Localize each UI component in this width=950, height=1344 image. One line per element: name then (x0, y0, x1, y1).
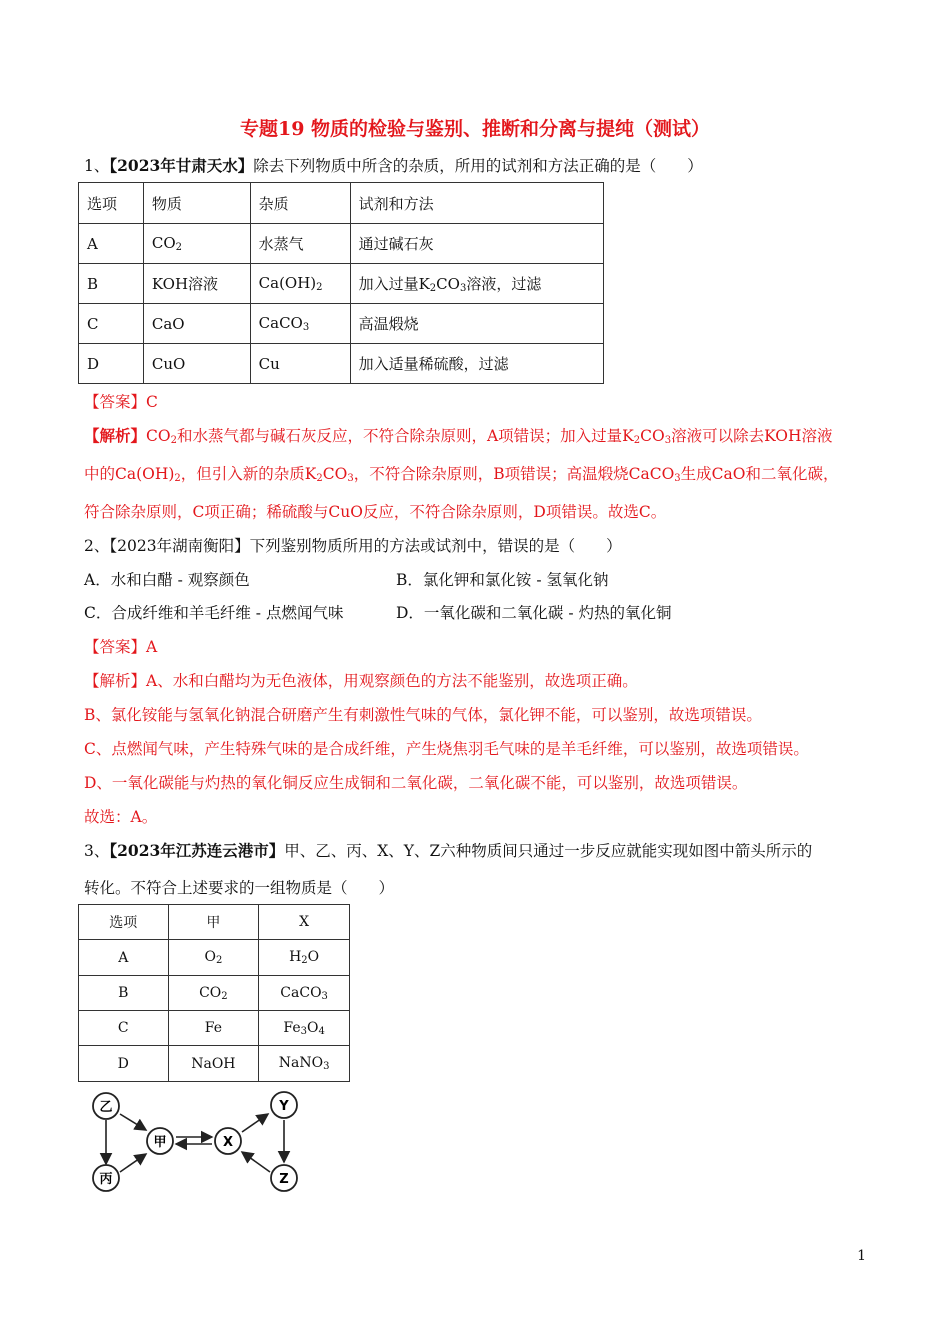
table-cell: 高温煅烧 (350, 304, 603, 344)
table-cell: 加入适量稀硫酸，过滤 (350, 344, 603, 384)
q2-analysis-line-1: 【解析】A、水和白醋均为无色液体，用观察颜色的方法不能鉴别，故选项正确。 (84, 672, 638, 690)
table-cell: $Fe_3O_4$ (259, 1011, 350, 1046)
svg-text:甲: 甲 (153, 1135, 167, 1150)
table-cell: A (79, 224, 144, 264)
page-number: 1 (857, 1248, 866, 1264)
table-header: 物质 (143, 183, 250, 224)
q2-analysis-line-5: 故选：A。 (84, 808, 158, 826)
q2-option-a: A．水和白醋 - 观察颜色 (84, 571, 250, 589)
svg-text:X: X (222, 1135, 234, 1150)
arrow-bing-to-jia (120, 1154, 146, 1172)
table-cell: D (79, 1046, 169, 1082)
table-cell: $O_2$ (168, 940, 259, 976)
arrow-z-to-x (242, 1152, 270, 1172)
table-header-row (79, 183, 604, 224)
table-cell: CaO (143, 304, 250, 344)
table-cell: CaCO$_3$ (259, 976, 350, 1011)
node-yi (93, 1093, 119, 1119)
arrow-x-to-y (242, 1114, 268, 1132)
svg-text:乙: 乙 (99, 1100, 113, 1115)
table-header: 选项 (79, 183, 144, 224)
table-cell: B (79, 264, 144, 304)
question-1-stem (84, 154, 703, 176)
table-row (79, 940, 350, 976)
q1-answer: 【答案】C (84, 393, 158, 411)
reaction-diagram (80, 1084, 320, 1196)
q2-option-d: D．一氧化碳和二氧化碳 - 灼热的氧化铜 (396, 604, 672, 622)
table-cell: B (79, 976, 169, 1011)
table-cell: A (79, 940, 169, 976)
table-header: 甲 (168, 905, 259, 940)
q2-option-c: C．合成纤维和羊毛纤维 - 点燃闻气味 (84, 604, 344, 622)
arrow-yi-to-jia (120, 1114, 146, 1130)
table-cell: C (79, 304, 144, 344)
table-cell: NaNO$_3$ (259, 1046, 350, 1082)
table-header: X (259, 905, 350, 940)
table-row (79, 1011, 350, 1046)
table-cell: 水蒸气 (250, 224, 350, 264)
q1-analysis-line-1: 【解析】$CO_2$和水蒸气都与碱石灰反应，不符合除杂原则，A项错误；加入过量$K_2CO_3$溶液可以除去KOH溶液 (84, 426, 833, 446)
table-row (79, 304, 604, 344)
table-row (79, 344, 604, 384)
table-cell: $CO_2$ (143, 224, 250, 264)
table-row (79, 264, 604, 304)
q2-option-b: B．氯化钾和氯化铵 - 氢氧化钠 (396, 571, 609, 589)
question-text: 除去下列物质中所含的杂质，所用的试剂和方法正确的是（ ） (253, 157, 703, 175)
table-header: 选项 (79, 905, 169, 940)
table-cell: 加入过量$K_2CO_3$溶液，过滤 (350, 264, 603, 304)
node-x (215, 1128, 241, 1154)
table-cell: 通过碱石灰 (350, 224, 603, 264)
q1-analysis-line-2: 中的$Ca(OH)_2$，但引入新的杂质$K_2CO_3$，不符合除杂原则，B项错误；高温煅烧CaCO$_3$生成CaO和二氧化碳， (84, 465, 839, 484)
node-y (271, 1092, 297, 1118)
table-cell: C (79, 1011, 169, 1046)
table-cell: KOH溶液 (143, 264, 250, 304)
table-cell: Fe (168, 1011, 259, 1046)
question-number: 1、 (84, 157, 110, 175)
table-cell: CuO (143, 344, 250, 384)
question-source: 【2023年甘肃天水】 (109, 156, 254, 175)
table-header-row (79, 905, 350, 940)
table-cell: NaOH (168, 1046, 259, 1082)
q3-table (78, 904, 350, 1082)
svg-text:Z: Z (279, 1172, 289, 1187)
question-2-stem: 2、【2023年湖南衡阳】下列鉴别物质所用的方法或试剂中，错误的是（ ） (84, 537, 622, 555)
table-cell: $Ca(OH)_2$ (250, 264, 350, 304)
table-cell: Cu (250, 344, 350, 384)
q1-table (78, 182, 604, 384)
q2-analysis-line-2: B、氯化铵能与氢氧化钠混合研磨产生有刺激性气味的气体，氯化钾不能，可以鉴别，故选项错误。 (84, 706, 762, 724)
page-title: 专题19 物质的检验与鉴别、推断和分离与提纯（测试） (239, 118, 711, 140)
q2-analysis-line-4: D、一氧化碳能与灼热的氧化铜反应生成铜和二氧化碳，二氧化碳不能，可以鉴别，故选项错误。 (84, 774, 748, 792)
table-cell: $H_2O$ (259, 940, 350, 976)
table-header: 杂质 (250, 183, 350, 224)
table-header: 试剂和方法 (350, 183, 603, 224)
q1-analysis-line-3: 符合除杂原则，C项正确；稀硫酸与CuO反应，不符合除杂原则，D项错误。故选C。 (84, 503, 667, 521)
question-3-stem-line-1: 3、【2023年江苏连云港市】甲、乙、丙、X、Y、Z六种物质间只通过一步反应就能实现如图中箭头所示的 (84, 841, 813, 860)
table-cell: D (79, 344, 144, 384)
svg-text:丙: 丙 (99, 1172, 113, 1187)
table-row (79, 224, 604, 264)
q2-answer: 【答案】A (84, 638, 158, 656)
table-row (79, 976, 350, 1011)
table-cell: CaCO$_3$ (250, 304, 350, 344)
table-row (79, 1046, 350, 1082)
table-cell: $CO_2$ (168, 976, 259, 1011)
node-jia (147, 1128, 173, 1154)
svg-text:Y: Y (279, 1099, 289, 1114)
question-3-stem-line-2: 转化。不符合上述要求的一组物质是（ ） (84, 879, 395, 897)
node-z (271, 1165, 297, 1191)
node-bing (93, 1165, 119, 1191)
q2-analysis-line-3: C、点燃闻气味，产生特殊气味的是合成纤维，产生烧焦羽毛气味的是羊毛纤维，可以鉴别，故选项错误。 (84, 740, 809, 758)
